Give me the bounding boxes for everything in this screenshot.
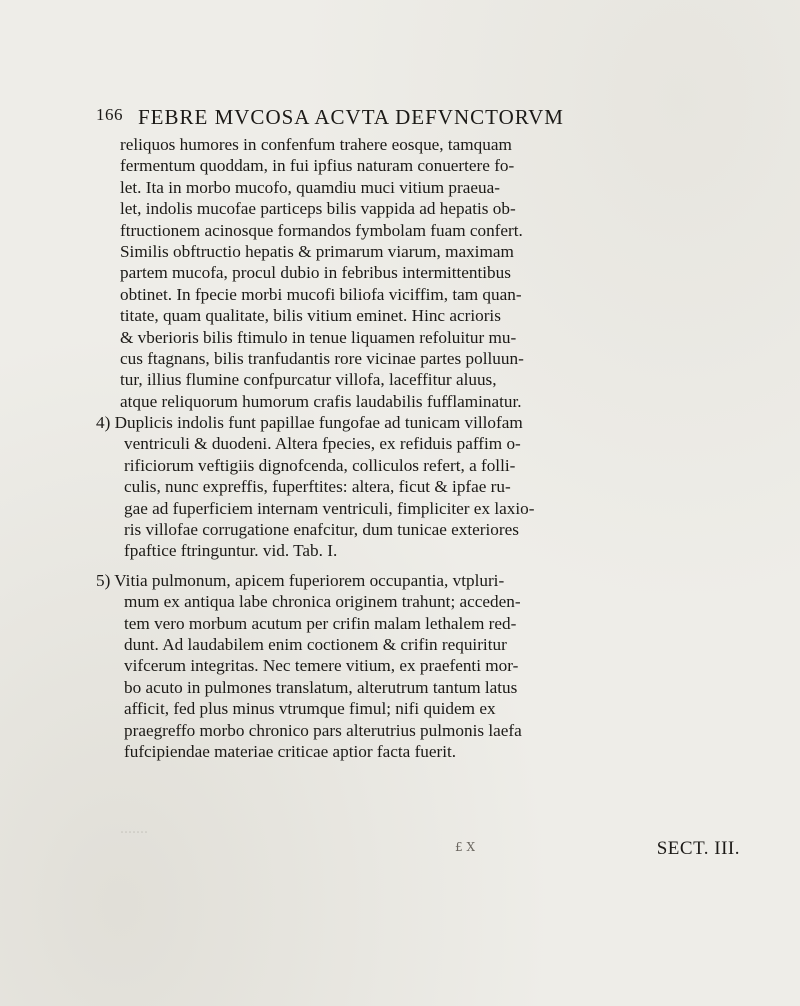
signature-mark: £ X (455, 840, 475, 854)
footnote-4-line: ris villofae corrugatione enafcitur, dum tunicae exteriores (124, 520, 519, 540)
footnote-4-line: ventriculi & duodeni. Altera fpecies, ex refiduis paffim o- (124, 434, 521, 454)
running-title: FEBRE MVCOSA ACVTA DEFVNCTORVM (138, 105, 564, 129)
text-line: Similis obftructio hepatis & primarum viarum, maximam (120, 241, 514, 261)
footnote-5-line: vifcerum integritas. Nec temere vitium, ex praefenti mor- (124, 656, 519, 676)
text-line: & vberioris bilis ftimulo in tenue liquamen refoluitur mu- (120, 327, 517, 347)
paragraph-gap (96, 562, 756, 570)
footnote-5-line: tem vero morbum acutum per crifin malam lethalem red- (124, 613, 517, 633)
body-text (96, 134, 756, 762)
text-line: obtinet. In fpecie morbi mucofi biliofa viciffim, tam quan- (120, 284, 522, 304)
bleed-through-text: ....... (120, 820, 148, 837)
text-line: let, indolis mucofae particeps bilis vappida ad hepatis ob- (120, 199, 516, 219)
text-line: atque reliquorum humorum crafis laudabilis fufflaminatur. (120, 391, 522, 411)
text-line: tur, illius flumine confpurcatur villofa, laceffitur aluus, (120, 370, 497, 390)
catchword: SECT. III. (656, 838, 740, 859)
footnote-4-line: 4) Duplicis indolis funt papillae fungofae ad tunicam villofam (96, 413, 523, 433)
text-line: fermentum quoddam, in fui ipfius naturam conuertere fo- (120, 156, 515, 176)
footnote-5-line: praegreffo morbo chronico pars alterutrius pulmonis laefa (124, 720, 522, 740)
text-line: reliquos humores in confenfum trahere eosque, tamquam (120, 135, 512, 154)
footnote-4-line: gae ad fuperficiem internam ventriculi, fimpliciter ex laxio- (124, 498, 535, 518)
footnote-5-line: bo acuto in pulmones translatum, alterutrum tantum latus (124, 677, 518, 697)
page-header (96, 105, 746, 129)
footnote-5-line: fufcipiendae materiae criticae aptior facta fuerit. (124, 741, 457, 761)
text-line: titate, quam qualitate, bilis vitium eminet. Hinc acrioris (120, 306, 501, 326)
text-line: let. Ita in morbo mucofo, quamdiu muci vitium praeua- (120, 177, 500, 197)
page-number: 166 (96, 105, 123, 124)
footnote-5-line: 5) Vitia pulmonum, apicem fuperiorem occupantia, vtpluri- (96, 570, 505, 590)
footnote-4-line: fpaftice ftringuntur. vid. Tab. I. (124, 541, 338, 561)
footnote-5-line: afficit, fed plus minus vtrumque fimul; nifi quidem ex (124, 699, 496, 719)
footnote-5-line: dunt. Ad laudabilem enim coctionem & crifin requiritur (124, 634, 507, 654)
footnote-5-line: mum ex antiqua labe chronica originem trahunt; acceden- (124, 592, 521, 612)
text-line: ftructionem acinosque formandos fymbolam fuam confert. (120, 220, 523, 240)
text-line: partem mucofa, procul dubio in febribus intermittentibus (120, 263, 511, 283)
footnote-4-line: culis, nunc expreffis, fuperftites: altera, ficut & ipfae ru- (124, 477, 511, 497)
footnote-4-line: rificiorum veftigiis dignofcenda, colliculos refert, a folli- (124, 455, 516, 475)
text-line: cus ftagnans, bilis tranfudantis rore vicinae partes polluun- (120, 348, 524, 368)
